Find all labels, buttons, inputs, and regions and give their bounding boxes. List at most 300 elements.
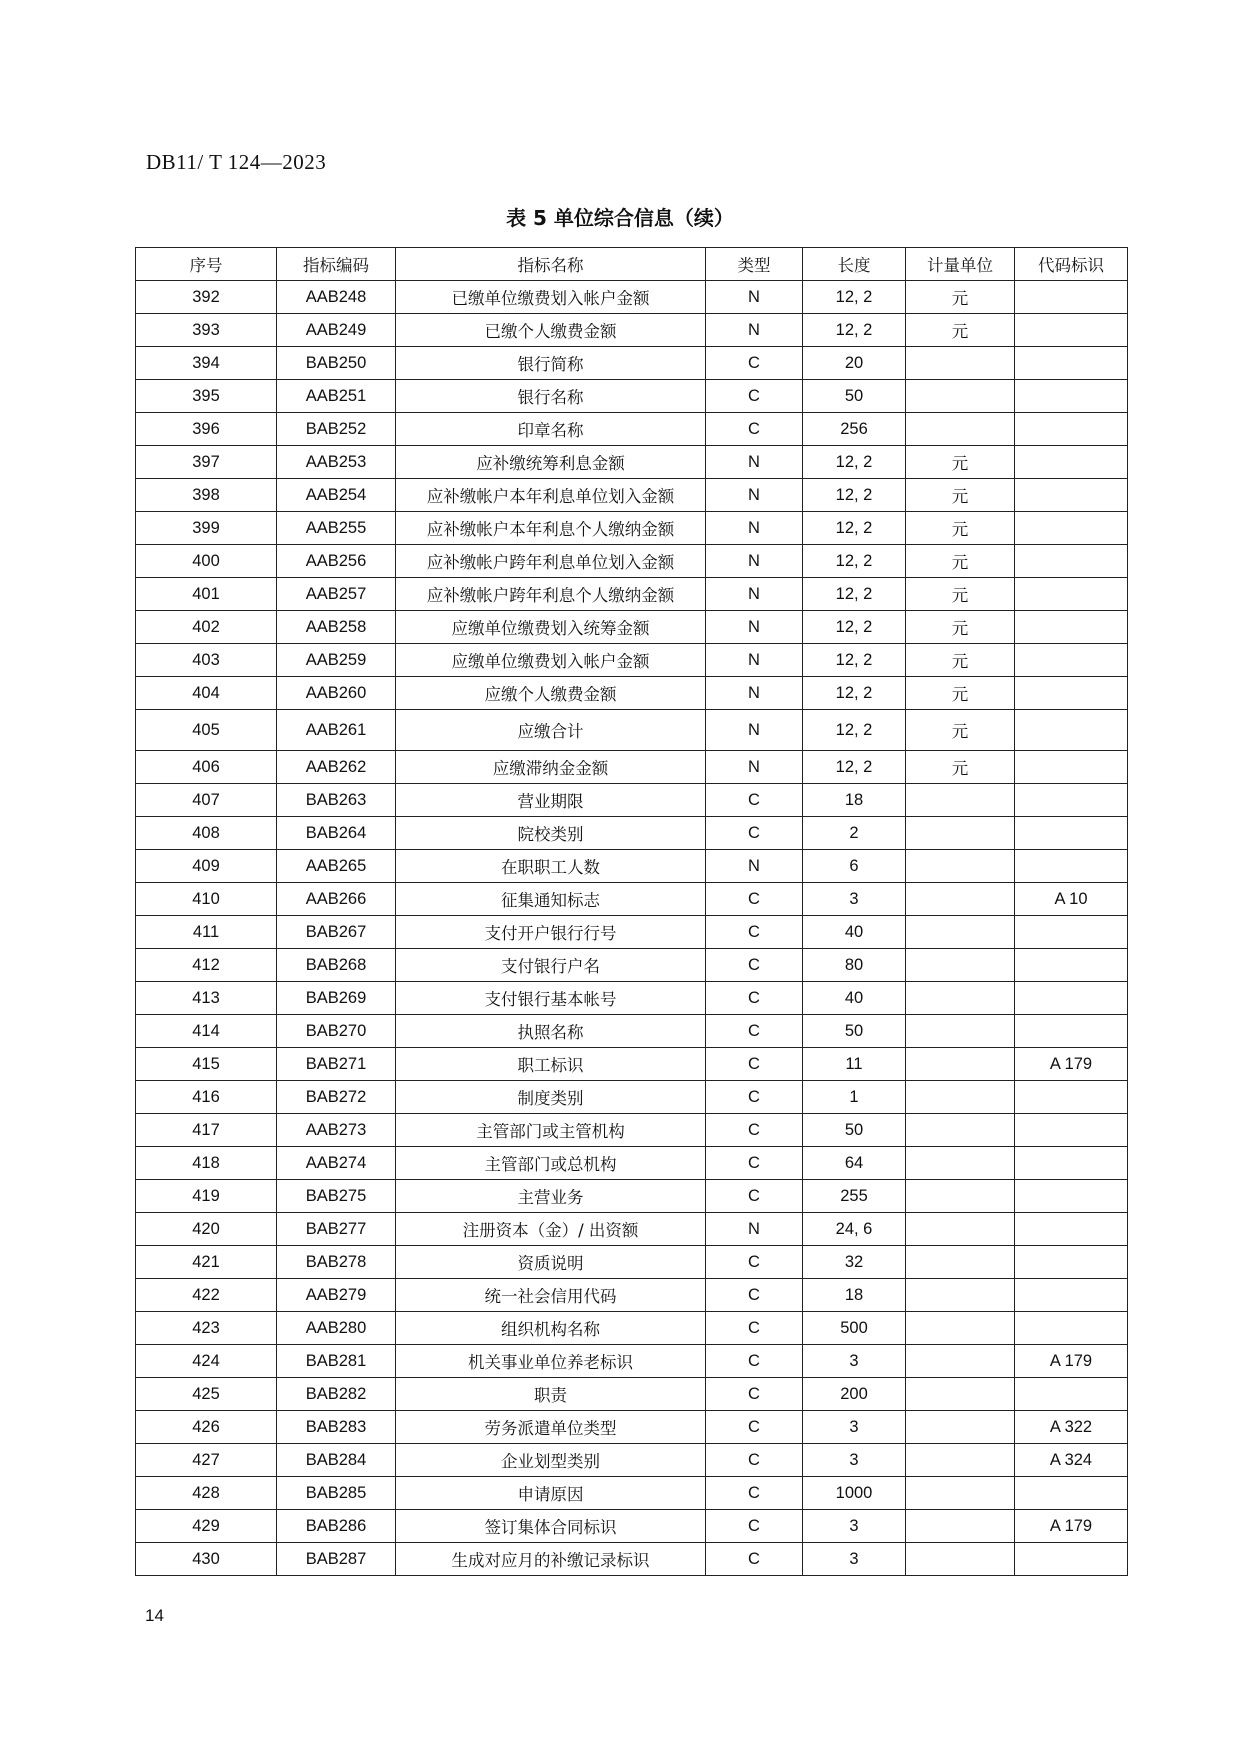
- cell-unit: 元: [906, 446, 1015, 479]
- cell-type: C: [706, 1510, 803, 1543]
- cell-length: 12, 2: [803, 751, 906, 784]
- cell-unit: 元: [906, 545, 1015, 578]
- cell-no: 423: [136, 1312, 277, 1345]
- table-row: [136, 1411, 1128, 1444]
- cell-name: 职工标识: [396, 1048, 706, 1081]
- cell-length: 3: [803, 1444, 906, 1477]
- cell-unit: [906, 1081, 1015, 1114]
- cell-code-id: [1015, 314, 1128, 347]
- cell-type: N: [706, 512, 803, 545]
- cell-name: 统一社会信用代码: [396, 1279, 706, 1312]
- cell-length: 6: [803, 850, 906, 883]
- cell-length: 500: [803, 1312, 906, 1345]
- table-row: [136, 611, 1128, 644]
- cell-type: C: [706, 1180, 803, 1213]
- cell-code-id: A 10: [1015, 883, 1128, 916]
- column-header-code: 指标编码: [277, 248, 396, 281]
- cell-name: 应补缴帐户本年利息个人缴纳金额: [396, 512, 706, 545]
- cell-length: 80: [803, 949, 906, 982]
- document-id: DB11/ T 124—2023: [146, 150, 327, 174]
- table-row: [136, 751, 1128, 784]
- cell-no: 405: [136, 710, 277, 751]
- cell-type: C: [706, 1378, 803, 1411]
- table-row: [136, 949, 1128, 982]
- cell-no: 409: [136, 850, 277, 883]
- cell-name: 注册资本（金）/ 出资额: [396, 1213, 706, 1246]
- cell-name: 应补缴帐户跨年利息单位划入金额: [396, 545, 706, 578]
- cell-code-id: A 179: [1015, 1048, 1128, 1081]
- cell-name: 签订集体合同标识: [396, 1510, 706, 1543]
- cell-code-id: [1015, 916, 1128, 949]
- cell-no: 415: [136, 1048, 277, 1081]
- cell-no: 392: [136, 281, 277, 314]
- cell-name: 企业划型类别: [396, 1444, 706, 1477]
- cell-code: AAB273: [277, 1114, 396, 1147]
- cell-type: N: [706, 479, 803, 512]
- cell-no: 419: [136, 1180, 277, 1213]
- cell-length: 1: [803, 1081, 906, 1114]
- cell-code: AAB260: [277, 677, 396, 710]
- cell-code-id: [1015, 677, 1128, 710]
- cell-length: 1000: [803, 1477, 906, 1510]
- cell-code-id: [1015, 1213, 1128, 1246]
- cell-unit: 元: [906, 479, 1015, 512]
- cell-name: 应缴个人缴费金额: [396, 677, 706, 710]
- cell-code-id: [1015, 578, 1128, 611]
- cell-code: AAB262: [277, 751, 396, 784]
- cell-length: 24, 6: [803, 1213, 906, 1246]
- cell-code-id: [1015, 644, 1128, 677]
- cell-length: 20: [803, 347, 906, 380]
- cell-unit: [906, 380, 1015, 413]
- cell-type: C: [706, 1477, 803, 1510]
- cell-name: 主管部门或总机构: [396, 1147, 706, 1180]
- cell-type: C: [706, 949, 803, 982]
- cell-name: 支付银行基本帐号: [396, 982, 706, 1015]
- cell-no: 413: [136, 982, 277, 1015]
- cell-unit: [906, 347, 1015, 380]
- cell-code: AAB261: [277, 710, 396, 751]
- cell-unit: [906, 850, 1015, 883]
- cell-name: 应补缴帐户本年利息单位划入金额: [396, 479, 706, 512]
- cell-type: C: [706, 817, 803, 850]
- cell-no: 425: [136, 1378, 277, 1411]
- cell-code: BAB283: [277, 1411, 396, 1444]
- table-row: [136, 1312, 1128, 1345]
- cell-no: 420: [136, 1213, 277, 1246]
- cell-length: 50: [803, 380, 906, 413]
- cell-code-id: [1015, 1015, 1128, 1048]
- table-row: [136, 578, 1128, 611]
- cell-code: BAB252: [277, 413, 396, 446]
- cell-no: 406: [136, 751, 277, 784]
- cell-name: 主营业务: [396, 1180, 706, 1213]
- cell-type: N: [706, 644, 803, 677]
- cell-name: 申请原因: [396, 1477, 706, 1510]
- table-row: [136, 512, 1128, 545]
- cell-unit: [906, 1543, 1015, 1576]
- cell-code: AAB249: [277, 314, 396, 347]
- cell-type: C: [706, 1312, 803, 1345]
- cell-type: C: [706, 1246, 803, 1279]
- cell-code: BAB269: [277, 982, 396, 1015]
- cell-no: 410: [136, 883, 277, 916]
- cell-unit: [906, 883, 1015, 916]
- table-row: [136, 446, 1128, 479]
- cell-length: 18: [803, 1279, 906, 1312]
- table-row: [136, 1114, 1128, 1147]
- cell-unit: [906, 1444, 1015, 1477]
- cell-code: AAB258: [277, 611, 396, 644]
- cell-length: 12, 2: [803, 644, 906, 677]
- cell-no: 422: [136, 1279, 277, 1312]
- cell-no: 397: [136, 446, 277, 479]
- cell-type: C: [706, 1279, 803, 1312]
- cell-code-id: [1015, 611, 1128, 644]
- cell-code: AAB280: [277, 1312, 396, 1345]
- cell-unit: [906, 1213, 1015, 1246]
- cell-code-id: [1015, 1378, 1128, 1411]
- cell-name: 机关事业单位养老标识: [396, 1345, 706, 1378]
- cell-code: AAB266: [277, 883, 396, 916]
- cell-type: C: [706, 982, 803, 1015]
- table-body: [136, 281, 1128, 1576]
- cell-name: 执照名称: [396, 1015, 706, 1048]
- cell-unit: [906, 949, 1015, 982]
- cell-name: 职责: [396, 1378, 706, 1411]
- column-header-unit: 计量单位: [906, 248, 1015, 281]
- table-title: 表 5 单位综合信息（续）: [506, 206, 734, 230]
- table-row: [136, 413, 1128, 446]
- cell-type: C: [706, 1345, 803, 1378]
- cell-length: 200: [803, 1378, 906, 1411]
- cell-unit: [906, 1114, 1015, 1147]
- table-row: [136, 1378, 1128, 1411]
- cell-length: 12, 2: [803, 710, 906, 751]
- cell-no: 407: [136, 784, 277, 817]
- cell-code-id: [1015, 413, 1128, 446]
- cell-no: 429: [136, 1510, 277, 1543]
- cell-unit: [906, 1279, 1015, 1312]
- cell-length: 12, 2: [803, 281, 906, 314]
- cell-type: C: [706, 413, 803, 446]
- cell-code: BAB268: [277, 949, 396, 982]
- cell-length: 256: [803, 413, 906, 446]
- cell-code-id: A 324: [1015, 1444, 1128, 1477]
- table-row: [136, 1279, 1128, 1312]
- cell-no: 402: [136, 611, 277, 644]
- cell-length: 12, 2: [803, 314, 906, 347]
- cell-code-id: A 179: [1015, 1510, 1128, 1543]
- cell-code: AAB248: [277, 281, 396, 314]
- cell-length: 12, 2: [803, 479, 906, 512]
- cell-type: C: [706, 1015, 803, 1048]
- cell-length: 12, 2: [803, 446, 906, 479]
- cell-code: AAB253: [277, 446, 396, 479]
- cell-code-id: [1015, 446, 1128, 479]
- cell-type: C: [706, 1114, 803, 1147]
- data-table: [135, 247, 1128, 1576]
- cell-code: AAB257: [277, 578, 396, 611]
- cell-length: 3: [803, 1345, 906, 1378]
- cell-unit: [906, 1015, 1015, 1048]
- cell-code: BAB263: [277, 784, 396, 817]
- cell-unit: [906, 1510, 1015, 1543]
- cell-no: 421: [136, 1246, 277, 1279]
- cell-unit: [906, 1180, 1015, 1213]
- cell-length: 50: [803, 1015, 906, 1048]
- cell-code: BAB282: [277, 1378, 396, 1411]
- cell-unit: 元: [906, 644, 1015, 677]
- cell-length: 3: [803, 1510, 906, 1543]
- cell-code: AAB259: [277, 644, 396, 677]
- cell-type: C: [706, 1444, 803, 1477]
- cell-code-id: [1015, 982, 1128, 1015]
- cell-code: AAB279: [277, 1279, 396, 1312]
- cell-unit: 元: [906, 710, 1015, 751]
- cell-code-id: [1015, 347, 1128, 380]
- cell-unit: [906, 1048, 1015, 1081]
- cell-unit: 元: [906, 578, 1015, 611]
- cell-type: N: [706, 751, 803, 784]
- cell-code: AAB265: [277, 850, 396, 883]
- cell-no: 393: [136, 314, 277, 347]
- cell-type: C: [706, 1147, 803, 1180]
- cell-type: N: [706, 446, 803, 479]
- table-row: [136, 1246, 1128, 1279]
- column-header-no: 序号: [136, 248, 277, 281]
- cell-length: 3: [803, 1411, 906, 1444]
- cell-code: BAB287: [277, 1543, 396, 1576]
- cell-unit: 元: [906, 281, 1015, 314]
- data-table-container: [135, 247, 1127, 1576]
- cell-unit: [906, 1411, 1015, 1444]
- cell-code-id: [1015, 751, 1128, 784]
- cell-code: BAB250: [277, 347, 396, 380]
- table-row: [136, 347, 1128, 380]
- cell-unit: 元: [906, 751, 1015, 784]
- cell-code-id: [1015, 1312, 1128, 1345]
- cell-unit: [906, 1477, 1015, 1510]
- cell-no: 394: [136, 347, 277, 380]
- cell-no: 395: [136, 380, 277, 413]
- cell-unit: 元: [906, 512, 1015, 545]
- cell-unit: 元: [906, 314, 1015, 347]
- column-header-length: 长度: [803, 248, 906, 281]
- cell-code-id: [1015, 817, 1128, 850]
- cell-code: BAB270: [277, 1015, 396, 1048]
- cell-type: N: [706, 1213, 803, 1246]
- cell-unit: [906, 413, 1015, 446]
- cell-length: 40: [803, 982, 906, 1015]
- cell-unit: 元: [906, 611, 1015, 644]
- cell-no: 404: [136, 677, 277, 710]
- cell-length: 40: [803, 916, 906, 949]
- cell-code: AAB255: [277, 512, 396, 545]
- cell-type: C: [706, 784, 803, 817]
- cell-no: 417: [136, 1114, 277, 1147]
- table-row: [136, 1345, 1128, 1378]
- cell-type: N: [706, 314, 803, 347]
- cell-type: C: [706, 380, 803, 413]
- table-row: [136, 281, 1128, 314]
- cell-length: 64: [803, 1147, 906, 1180]
- cell-type: N: [706, 677, 803, 710]
- cell-length: 11: [803, 1048, 906, 1081]
- cell-code-id: [1015, 949, 1128, 982]
- cell-no: 424: [136, 1345, 277, 1378]
- table-row: [136, 677, 1128, 710]
- cell-type: C: [706, 1081, 803, 1114]
- cell-length: 12, 2: [803, 545, 906, 578]
- table-row: [136, 784, 1128, 817]
- cell-code: BAB275: [277, 1180, 396, 1213]
- table-row: [136, 883, 1128, 916]
- cell-unit: [906, 817, 1015, 850]
- cell-no: 430: [136, 1543, 277, 1576]
- cell-name: 应补缴帐户跨年利息个人缴纳金额: [396, 578, 706, 611]
- cell-code-id: [1015, 1081, 1128, 1114]
- cell-code: BAB281: [277, 1345, 396, 1378]
- cell-no: 401: [136, 578, 277, 611]
- cell-name: 银行名称: [396, 380, 706, 413]
- column-header-type: 类型: [706, 248, 803, 281]
- cell-code: AAB251: [277, 380, 396, 413]
- table-row: [136, 479, 1128, 512]
- cell-name: 印章名称: [396, 413, 706, 446]
- table-row: [136, 644, 1128, 677]
- cell-code: BAB277: [277, 1213, 396, 1246]
- cell-name: 生成对应月的补缴记录标识: [396, 1543, 706, 1576]
- cell-no: 396: [136, 413, 277, 446]
- table-row: [136, 1015, 1128, 1048]
- table-row: [136, 1543, 1128, 1576]
- cell-unit: [906, 916, 1015, 949]
- cell-code-id: [1015, 1477, 1128, 1510]
- cell-no: 416: [136, 1081, 277, 1114]
- table-row: [136, 817, 1128, 850]
- cell-name: 征集通知标志: [396, 883, 706, 916]
- cell-code: BAB267: [277, 916, 396, 949]
- cell-name: 资质说明: [396, 1246, 706, 1279]
- cell-name: 营业期限: [396, 784, 706, 817]
- cell-code: AAB274: [277, 1147, 396, 1180]
- cell-type: C: [706, 883, 803, 916]
- cell-name: 组织机构名称: [396, 1312, 706, 1345]
- cell-unit: [906, 1246, 1015, 1279]
- cell-code-id: [1015, 1147, 1128, 1180]
- cell-code: BAB271: [277, 1048, 396, 1081]
- cell-no: 398: [136, 479, 277, 512]
- cell-name: 应补缴统筹利息金额: [396, 446, 706, 479]
- cell-length: 12, 2: [803, 611, 906, 644]
- cell-code: BAB272: [277, 1081, 396, 1114]
- cell-name: 劳务派遣单位类型: [396, 1411, 706, 1444]
- cell-code: BAB278: [277, 1246, 396, 1279]
- cell-code: BAB264: [277, 817, 396, 850]
- cell-length: 3: [803, 1543, 906, 1576]
- cell-code-id: [1015, 1246, 1128, 1279]
- cell-name: 支付银行户名: [396, 949, 706, 982]
- cell-no: 426: [136, 1411, 277, 1444]
- cell-name: 主管部门或主管机构: [396, 1114, 706, 1147]
- cell-no: 408: [136, 817, 277, 850]
- cell-no: 403: [136, 644, 277, 677]
- cell-type: C: [706, 1048, 803, 1081]
- cell-name: 已缴单位缴费划入帐户金额: [396, 281, 706, 314]
- cell-code-id: [1015, 1543, 1128, 1576]
- cell-type: N: [706, 611, 803, 644]
- cell-name: 支付开户银行行号: [396, 916, 706, 949]
- cell-no: 399: [136, 512, 277, 545]
- table-header-row: [136, 248, 1128, 281]
- cell-name: 应缴合计: [396, 710, 706, 751]
- table-row: [136, 380, 1128, 413]
- cell-name: 制度类别: [396, 1081, 706, 1114]
- table-row: [136, 1477, 1128, 1510]
- cell-code-id: [1015, 281, 1128, 314]
- cell-type: C: [706, 1411, 803, 1444]
- cell-name: 银行简称: [396, 347, 706, 380]
- cell-code-id: [1015, 545, 1128, 578]
- cell-length: 50: [803, 1114, 906, 1147]
- cell-type: N: [706, 281, 803, 314]
- cell-name: 应缴单位缴费划入统筹金额: [396, 611, 706, 644]
- cell-no: 418: [136, 1147, 277, 1180]
- table-row: [136, 1510, 1128, 1543]
- table-row: [136, 1213, 1128, 1246]
- cell-code-id: [1015, 784, 1128, 817]
- table-row: [136, 710, 1128, 751]
- cell-unit: [906, 1345, 1015, 1378]
- cell-no: 412: [136, 949, 277, 982]
- cell-name: 已缴个人缴费金额: [396, 314, 706, 347]
- cell-code-id: [1015, 850, 1128, 883]
- table-row: [136, 545, 1128, 578]
- cell-type: C: [706, 916, 803, 949]
- cell-length: 255: [803, 1180, 906, 1213]
- cell-type: N: [706, 545, 803, 578]
- cell-type: C: [706, 347, 803, 380]
- cell-code: AAB256: [277, 545, 396, 578]
- cell-length: 12, 2: [803, 677, 906, 710]
- cell-unit: [906, 1312, 1015, 1345]
- cell-type: N: [706, 710, 803, 751]
- cell-code: BAB286: [277, 1510, 396, 1543]
- cell-code-id: [1015, 380, 1128, 413]
- cell-name: 应缴单位缴费划入帐户金额: [396, 644, 706, 677]
- cell-unit: [906, 982, 1015, 1015]
- cell-unit: [906, 1378, 1015, 1411]
- cell-length: 32: [803, 1246, 906, 1279]
- cell-code-id: [1015, 710, 1128, 751]
- cell-code-id: [1015, 1279, 1128, 1312]
- column-header-code-id: 代码标识: [1015, 248, 1128, 281]
- cell-no: 428: [136, 1477, 277, 1510]
- cell-length: 18: [803, 784, 906, 817]
- table-row: [136, 314, 1128, 347]
- table-row: [136, 1444, 1128, 1477]
- cell-unit: [906, 1147, 1015, 1180]
- cell-code: BAB285: [277, 1477, 396, 1510]
- cell-code-id: A 322: [1015, 1411, 1128, 1444]
- cell-no: 427: [136, 1444, 277, 1477]
- cell-type: N: [706, 850, 803, 883]
- cell-code-id: A 179: [1015, 1345, 1128, 1378]
- cell-code: AAB254: [277, 479, 396, 512]
- cell-code-id: [1015, 1180, 1128, 1213]
- cell-name: 在职职工人数: [396, 850, 706, 883]
